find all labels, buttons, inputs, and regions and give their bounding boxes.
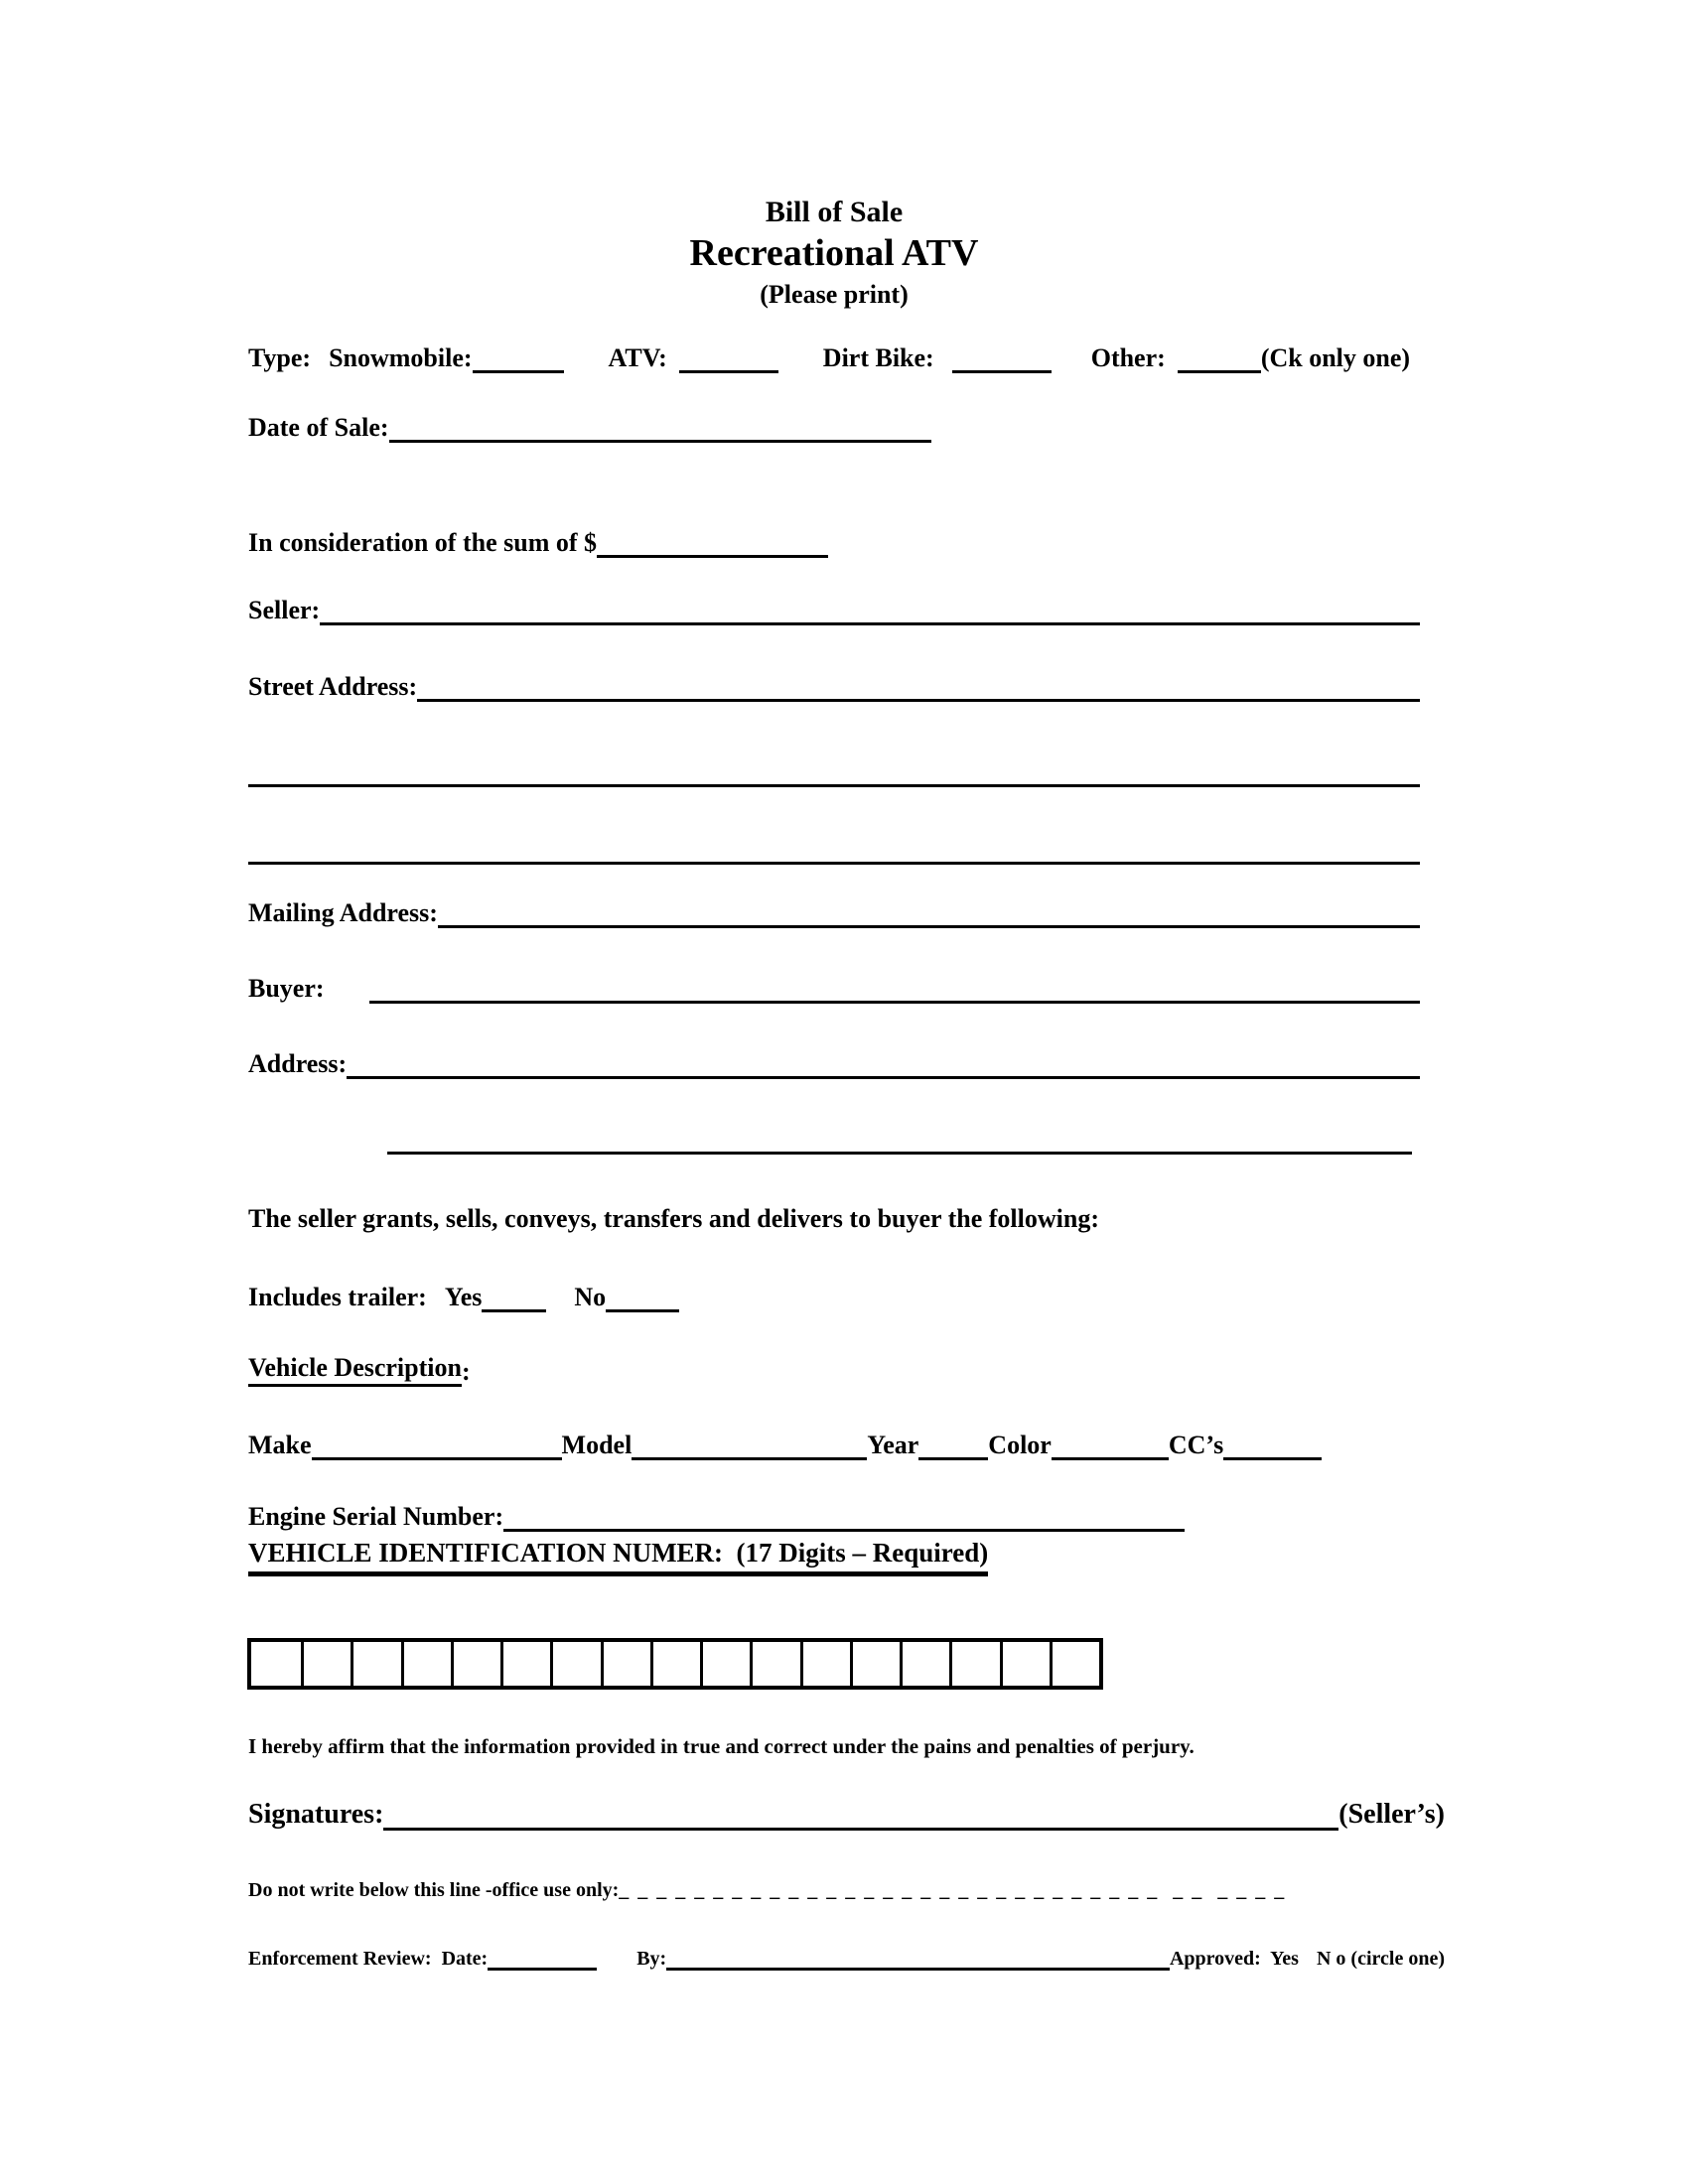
signatures-label: Signatures: xyxy=(248,1799,384,1830)
make-blank[interactable] xyxy=(312,1453,562,1460)
enforcement-by-blank[interactable] xyxy=(666,1964,1170,1971)
trailer-yes-label: Yes xyxy=(444,1283,483,1311)
includes-trailer-label: Includes trailer: xyxy=(248,1283,427,1311)
ccs-label: CC’s xyxy=(1168,1431,1224,1459)
vin-digit-cell[interactable] xyxy=(1050,1642,1099,1686)
buyer-address-continuation-row xyxy=(387,1148,1412,1155)
buyer-label: Buyer: xyxy=(248,974,325,1003)
vin-digit-cell[interactable] xyxy=(650,1642,700,1686)
engine-serial-row xyxy=(248,1502,1185,1532)
vehicle-description-row xyxy=(248,1353,471,1387)
vin-digit-cell[interactable] xyxy=(451,1642,500,1686)
trailer-no-blank[interactable] xyxy=(606,1305,679,1312)
type-atv-blank[interactable] xyxy=(679,366,778,373)
type-option-snowmobile-label: Snowmobile: xyxy=(329,343,473,372)
grants-text: The seller grants, sells, conveys, transfers and delivers to buyer the following: xyxy=(248,1204,1099,1233)
buyer-blank[interactable] xyxy=(369,997,1420,1004)
document-header xyxy=(248,195,1420,311)
signatures-blank[interactable] xyxy=(383,1824,1338,1831)
approved-no-circle-label: N o (circle one) xyxy=(1316,1948,1445,1970)
address-continuation-row-2 xyxy=(248,858,1420,865)
date-of-sale-blank[interactable] xyxy=(389,436,931,443)
buyer-row xyxy=(248,974,1420,1004)
engine-serial-blank[interactable] xyxy=(503,1525,1185,1532)
buyer-address-row xyxy=(248,1049,1420,1079)
perjury-row xyxy=(248,1734,1195,1758)
type-option-other-label: Other: xyxy=(1090,343,1166,372)
vehicle-description-heading: Vehicle Description xyxy=(248,1353,462,1387)
vin-grid xyxy=(247,1638,1103,1690)
vin-digit-cell[interactable] xyxy=(550,1642,600,1686)
buyer-address-continuation-blank[interactable] xyxy=(387,1148,1412,1155)
model-blank[interactable] xyxy=(632,1453,867,1460)
enforcement-by-label: By: xyxy=(636,1948,667,1970)
vin-digit-cell[interactable] xyxy=(800,1642,850,1686)
please-print-note: (Please print) xyxy=(760,279,909,309)
type-row xyxy=(248,343,1410,373)
seller-label: Seller: xyxy=(248,596,321,624)
street-address-label: Street Address: xyxy=(248,672,418,701)
type-option-atv-label: ATV: xyxy=(608,343,667,372)
date-of-sale-label: Date of Sale: xyxy=(248,413,389,442)
consideration-label: In consideration of the sum of $ xyxy=(248,528,598,557)
mailing-address-blank[interactable] xyxy=(438,921,1420,928)
vin-digit-cell[interactable] xyxy=(401,1642,451,1686)
vin-digit-cell[interactable] xyxy=(750,1642,799,1686)
document-subtitle: Recreational ATV xyxy=(689,232,979,274)
year-label: Year xyxy=(867,1431,919,1459)
document-title: Bill of Sale xyxy=(765,196,904,228)
make-label: Make xyxy=(248,1431,312,1459)
engine-serial-label: Engine Serial Number: xyxy=(248,1502,504,1531)
year-blank[interactable] xyxy=(918,1453,988,1460)
office-use-row xyxy=(248,1879,1286,1902)
office-use-label: Do not write below this line -office use only: xyxy=(248,1879,620,1901)
address-continuation-blank-2[interactable] xyxy=(248,858,1420,865)
buyer-address-blank[interactable] xyxy=(347,1072,1420,1079)
type-option-dirtbike-label: Dirt Bike: xyxy=(822,343,934,372)
approved-yes-label: Approved: Yes xyxy=(1169,1948,1299,1970)
sellers-suffix: (Seller’s) xyxy=(1338,1799,1445,1830)
type-snowmobile-blank[interactable] xyxy=(473,366,564,373)
consideration-row xyxy=(248,528,828,558)
model-label: Model xyxy=(561,1431,633,1459)
ck-only-one-note: (Ck only one) xyxy=(1260,343,1411,372)
signatures-row xyxy=(248,1799,1445,1831)
enforcement-date-label: Enforcement Review: Date: xyxy=(248,1948,489,1970)
vin-digit-cell[interactable] xyxy=(1000,1642,1050,1686)
vin-digit-cell[interactable] xyxy=(301,1642,351,1686)
seller-blank[interactable] xyxy=(320,618,1420,625)
address-continuation-row-1 xyxy=(248,780,1420,787)
vin-digit-cell[interactable] xyxy=(500,1642,550,1686)
trailer-no-label: No xyxy=(574,1283,607,1311)
office-use-dashed-line: _ _ _ _ _ _ _ _ _ _ _ _ _ _ _ _ _ _ _ _ _ _ _ _ _ _ _ _ _ _ _ _ _ _ _ xyxy=(619,1879,1287,1901)
vin-heading-row xyxy=(248,1538,988,1576)
vin-heading: VEHICLE IDENTIFICATION NUMER: (17 Digits – Required) xyxy=(248,1538,988,1576)
street-address-blank[interactable] xyxy=(417,695,1420,702)
color-label: Color xyxy=(988,1431,1052,1459)
enforcement-row xyxy=(248,1948,1445,1971)
type-dirtbike-blank[interactable] xyxy=(952,366,1052,373)
mailing-address-label: Mailing Address: xyxy=(248,898,438,927)
consideration-amount-blank[interactable] xyxy=(597,551,828,558)
perjury-text: I hereby affirm that the information provided in true and correct under the pains and penalties of perjury. xyxy=(248,1734,1195,1758)
street-address-row xyxy=(248,672,1420,702)
vin-digit-cell[interactable] xyxy=(351,1642,400,1686)
type-other-blank[interactable] xyxy=(1178,366,1261,373)
type-label: Type: xyxy=(248,343,312,372)
ccs-blank[interactable] xyxy=(1223,1453,1322,1460)
vehicle-description-colon: : xyxy=(461,1357,471,1386)
vehicle-fields-row xyxy=(248,1431,1322,1460)
enforcement-date-blank[interactable] xyxy=(488,1964,597,1971)
date-of-sale-row xyxy=(248,413,931,443)
vin-digit-cell[interactable] xyxy=(601,1642,650,1686)
vin-digit-cell[interactable] xyxy=(900,1642,949,1686)
vin-digit-cell[interactable] xyxy=(850,1642,900,1686)
trailer-row xyxy=(248,1283,679,1312)
mailing-address-row xyxy=(248,898,1420,928)
color-blank[interactable] xyxy=(1052,1453,1169,1460)
trailer-yes-blank[interactable] xyxy=(482,1305,546,1312)
address-continuation-blank-1[interactable] xyxy=(248,780,1420,787)
grants-row xyxy=(248,1204,1099,1234)
buyer-address-label: Address: xyxy=(248,1049,348,1078)
vin-digit-cell[interactable] xyxy=(700,1642,750,1686)
vin-digit-cell[interactable] xyxy=(251,1642,301,1686)
vin-digit-cell[interactable] xyxy=(949,1642,999,1686)
seller-row xyxy=(248,596,1420,625)
